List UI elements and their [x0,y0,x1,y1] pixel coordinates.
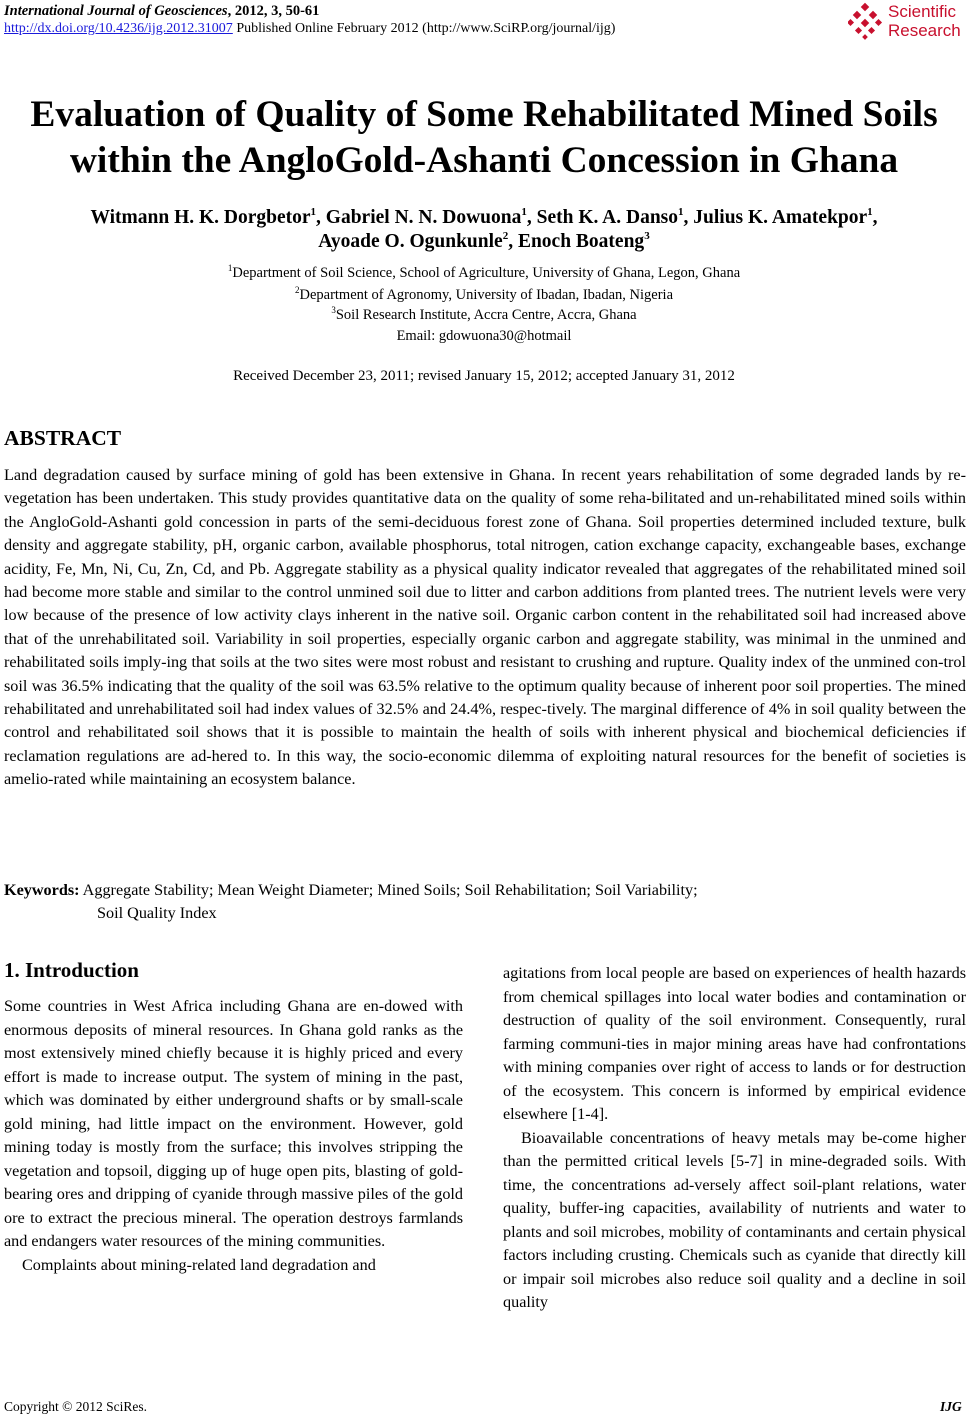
author-name: Ayoade O. Ogunkunle [318,231,503,252]
paragraph: agitations from local people are based on experiences of health hazards from chemical spillages into local water bodies and contamination or destruction of quality of the soil environment. Consequently, rural farming communi-ties in major mining areas have had confrontations with mining companies over right of access to lands or for destruction of the ecosystem. This concern is informed by empirical evidence elsewhere [1-4]. [503,964,966,1123]
paper-title [0,92,968,184]
affiliation-2 [0,285,968,305]
affil-text: Soil Research Institute, Accra Centre, Accra, Ghana [335,307,637,323]
author-name: , Enoch Boateng [508,231,645,252]
journal-abbreviation: IJG [940,1399,962,1414]
logo-diamond-icon [848,2,886,42]
left-column [4,995,463,1277]
affil-mark: 3 [331,305,336,315]
doi-link[interactable]: http://dx.doi.org/10.4236/ijg.2012.31007 [4,21,233,36]
author-affil-mark: 1 [867,206,873,218]
author-name: Witmann H. K. Dorgbetor [90,207,311,228]
abstract-body: Land degradation caused by surface mining of gold has been extensive in Ghana. In recent years rehabilitation of some degraded lands by re-vegetation has been undertaken. This study provides quantitative data on the quality of some reha-bilitated and un-rehabilitated mined soils within the AngloGold-Ashanti gold concession in parts of the semi-deciduous forest zone of Ghana. Soil properties determined included texture, bulk density and aggregate stability, pH, organic carbon, available phosphorus, total nitrogen, cation exchange capacity, exchangeable bases, exchange acidity, Fe, Mn, Ni, Cu, Zn, Cd, and Pb. Aggregate stability as a physical quality indicator revealed that aggregates of the rehabilitated mined soil had become more stable and similar to the control unmined soil due to litter and carbon additions from planted trees. The nutrient levels were very low because of the presence of low activity clays inherent in the native soil. Organic carbon content in the rehabilitated soil had increased above that of the unrehabilitated soil. Variability in soil properties, especially organic carbon and aggregate stability, was minimal in the unmined and rehabilitated soils imply-ing that soils at the two sites were most robust and resistant to crushing and rupture. Quality index of the unmined con-trol soil was 36.5% indicating that the quality of the soil was 63.5% relative to the optimum quality because of inherent poor soil properties. The mined rehabilitated and unrehabilitated soil had index values of 32.5% and 24.4%, respec-tively. The marginal difference of 4% in soil quality between the control and rehabilitated soil shows that it is possible to maintain the health of soils with inherent physical and biochemical deficiencies if reclamation regulations are ad-hered to. In this way, the socio-economic dilemma of exploiting natural resources for the benefit of societies is amelio-rated while maintaining an ecosystem balance. [4,466,966,789]
paragraph: Bioavailable concentrations of heavy metals may be-come higher than the permitted critical levels [5-7] in mine-degraded soils. With time, the concentrations ad-versely affect soil-plant relations, water quality, buffer-ing capacities, availability of nutrients and water to plants and soil microbes, mobility of contaminants and certain physical factors including crusting. Chemicals such as cyanide that directly kill or impair soil microbes also reduce soil quality and a decline in soil quality [503,1128,966,1311]
author-list [0,206,968,254]
copyright-footer: Copyright © 2012 SciRes. [4,1399,148,1414]
logo-text-line2: Research [888,21,961,40]
affiliation-1 [0,263,968,283]
title-line-1: Evaluation of Quality of Some Rehabilitated Mined Soils [30,94,938,135]
publication-line [4,21,615,37]
author-affil-mark: 2 [502,230,509,242]
scientific-research-logo [848,2,968,44]
right-column [503,962,966,1315]
affil-text: Department of Soil Science, School of Agriculture, University of Ghana, Legon, Ghana [232,265,741,281]
author-separator: , [872,207,878,228]
keywords-text: Aggregate Stability; Mean Weight Diameter; Mined Soils; Soil Rehabilitation; Soil Variability; [79,881,698,899]
section-heading-introduction: 1. Introduction [4,958,139,982]
author-affil-mark: 3 [644,230,650,242]
author-affil-mark: 1 [310,206,317,218]
abstract-heading: ABSTRACT [4,426,122,450]
author-affil-mark: 1 [678,206,684,218]
email: Email: gdowuona30@hotmail [396,328,572,344]
journal-volume: , 2012, 3, 50-61 [227,3,320,19]
logo-text-line1: Scientific [888,2,957,21]
affil-mark: 2 [294,285,300,295]
author-name: , Seth K. A. Danso [526,207,679,228]
keywords [4,879,904,926]
affil-text: Department of Agronomy, University of Ibadan, Ibadan, Nigeria [299,287,674,303]
author-affil-mark: 1 [521,206,527,218]
published-info: Published Online February 2012 (http://www.SciRP.org/journal/ijg) [232,21,616,36]
received-dates: Received December 23, 2011; revised January 15, 2012; accepted January 31, 2012 [233,368,735,384]
paragraph: Complaints about mining-related land degradation and [22,1255,376,1274]
journal-header [4,3,319,20]
affil-mark: 1 [227,263,233,273]
keywords-text-continued: Soil Quality Index [97,904,217,923]
keywords-label: Keywords: [4,881,80,899]
title-line-2: within the AngloGold-Ashanti Concession in Ghana [69,140,899,181]
affiliation-3 [0,305,968,325]
author-name: , Gabriel N. N. Dowuona [316,207,522,228]
author-name: , Julius K. Amatekpor [683,207,868,228]
paragraph: Some countries in West Africa including Ghana are en-dowed with enormous deposits of mineral resources. In Ghana gold ranks as the most extensively mined chiefly because it is highly priced and every effort is made to increase output. The system of mining in the past, which was dominated by either underground shafts or by small-scale gold mining, had little impact on the environment. However, gold mining today is mostly from the surface; this involves stripping the vegetation and topsoil, digging up of huge open pits, blasting of gold-bearing ores and dripping of cyanide through massive piles of the gold ore to extract the precious mineral. The operation destroys farmlands and endangers water resources of the mining communities. [4,997,463,1250]
journal-name: International Journal of Geosciences [4,3,228,19]
